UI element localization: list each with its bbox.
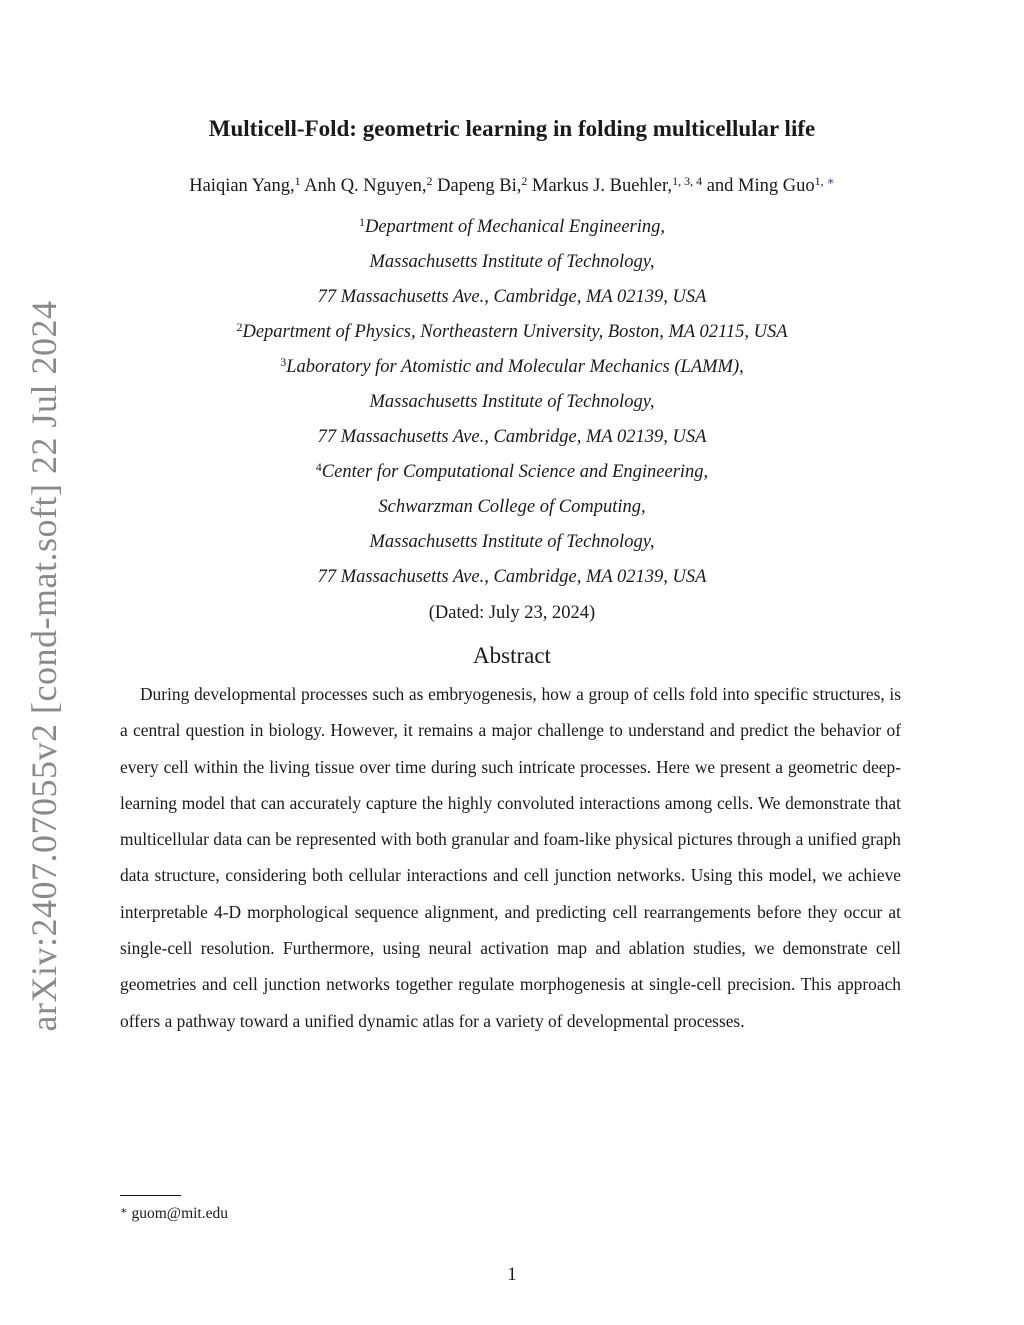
affiliation-text: Laboratory for Atomistic and Molecular Mechanics (LAMM), (286, 357, 744, 377)
author-affiliation-marker (815, 174, 835, 188)
affiliation-line (0, 493, 1024, 528)
affiliation-text: Massachusetts Institute of Technology, (369, 532, 655, 552)
affiliation-text: Massachusetts Institute of Technology, (369, 392, 655, 412)
author-name: and Ming Guo (706, 176, 815, 196)
affiliation-text: Center for Computational Science and Engineering, (321, 462, 709, 482)
footnote (120, 1203, 228, 1225)
affiliation-line (0, 388, 1024, 423)
author-list (0, 172, 1024, 200)
affiliation-line (0, 353, 1024, 388)
author-affiliation-number: 1, (814, 174, 827, 188)
footnote-divider (120, 1195, 181, 1196)
affiliation-line (0, 283, 1024, 318)
footnote-marker: ∗ (120, 1205, 128, 1217)
affiliation-line (0, 563, 1024, 598)
corresponding-author-link[interactable]: ∗ (826, 174, 835, 188)
affiliation-line (0, 423, 1024, 458)
abstract-heading: Abstract (473, 643, 551, 668)
affiliation-number: 2 (236, 320, 243, 334)
author-name: Haiqian Yang, (189, 176, 295, 196)
author-affiliation-marker: 2 (521, 174, 528, 188)
author-name: Markus J. Buehler, (532, 176, 673, 196)
author-name: Dapeng Bi, (437, 176, 522, 196)
affiliation-text: 77 Massachusetts Ave., Cambridge, MA 02139, USA (317, 287, 707, 307)
author-affiliation-marker: 1, 3, 4 (672, 174, 703, 188)
paper-title: Multicell-Fold: geometric learning in folding multicellular life (208, 116, 816, 141)
affiliation-line (0, 248, 1024, 283)
affiliation-text: Department of Mechanical Engineering, (364, 217, 666, 237)
author-affiliation-marker: 1 (294, 174, 301, 188)
affiliation-text: Massachusetts Institute of Technology, (369, 252, 655, 272)
arxiv-identifier-stamp: arXiv:2407.07055v2 [cond-mat.soft] 22 Jul 2024 (24, 300, 64, 1032)
affiliation-text: 77 Massachusetts Ave., Cambridge, MA 02139, USA (317, 567, 707, 587)
affiliation-text: Schwarzman College of Computing, (378, 497, 646, 517)
affiliation-text: 77 Massachusetts Ave., Cambridge, MA 02139, USA (317, 427, 707, 447)
affiliation-line (0, 528, 1024, 563)
date-line: (Dated: July 23, 2024) (428, 603, 596, 623)
affiliation-number: 3 (280, 355, 287, 369)
author-name: Anh Q. Nguyen, (304, 176, 427, 196)
abstract-body: During developmental processes such as embryogenesis, how a group of cells fold into specific structures, is a central question in biology. However, it remains a major challenge to understand and predict the behavior of every cell within the living tissue over time during such intricate processes. Here we present a geometric deep-learning model that can accurately capture the highly convoluted interactions among cells. We demonstrate that multicellular data can be represented with both granular and foam-like physical pictures through a unified graph data structure, considering both cellular interactions and cell junction networks. Using this model, we achieve interpretable 4-D morphological sequence alignment, and predicting cell rearrangements before they occur at single-cell resolution. Furthermore, using neural activation map and ablation studies, we demonstrate cell geometries and cell junction networks together regulate morphogenesis at single-cell precision. This approach offers a pathway toward a unified dynamic atlas for a variety of developmental processes. (120, 684, 901, 1031)
affiliation-text: Department of Physics, Northeastern University, Boston, MA 02115, USA (242, 322, 788, 342)
affiliation-line (0, 318, 1024, 353)
affiliation-line (0, 213, 1024, 248)
affiliation-number: 1 (358, 215, 365, 229)
affiliation-number: 4 (315, 460, 322, 474)
footnote-email[interactable]: guom@mit.edu (131, 1205, 228, 1222)
page-number: 1 (507, 1265, 517, 1285)
affiliation-line (0, 458, 1024, 493)
affiliation-list (0, 213, 1024, 598)
author-affiliation-marker: 2 (426, 174, 433, 188)
